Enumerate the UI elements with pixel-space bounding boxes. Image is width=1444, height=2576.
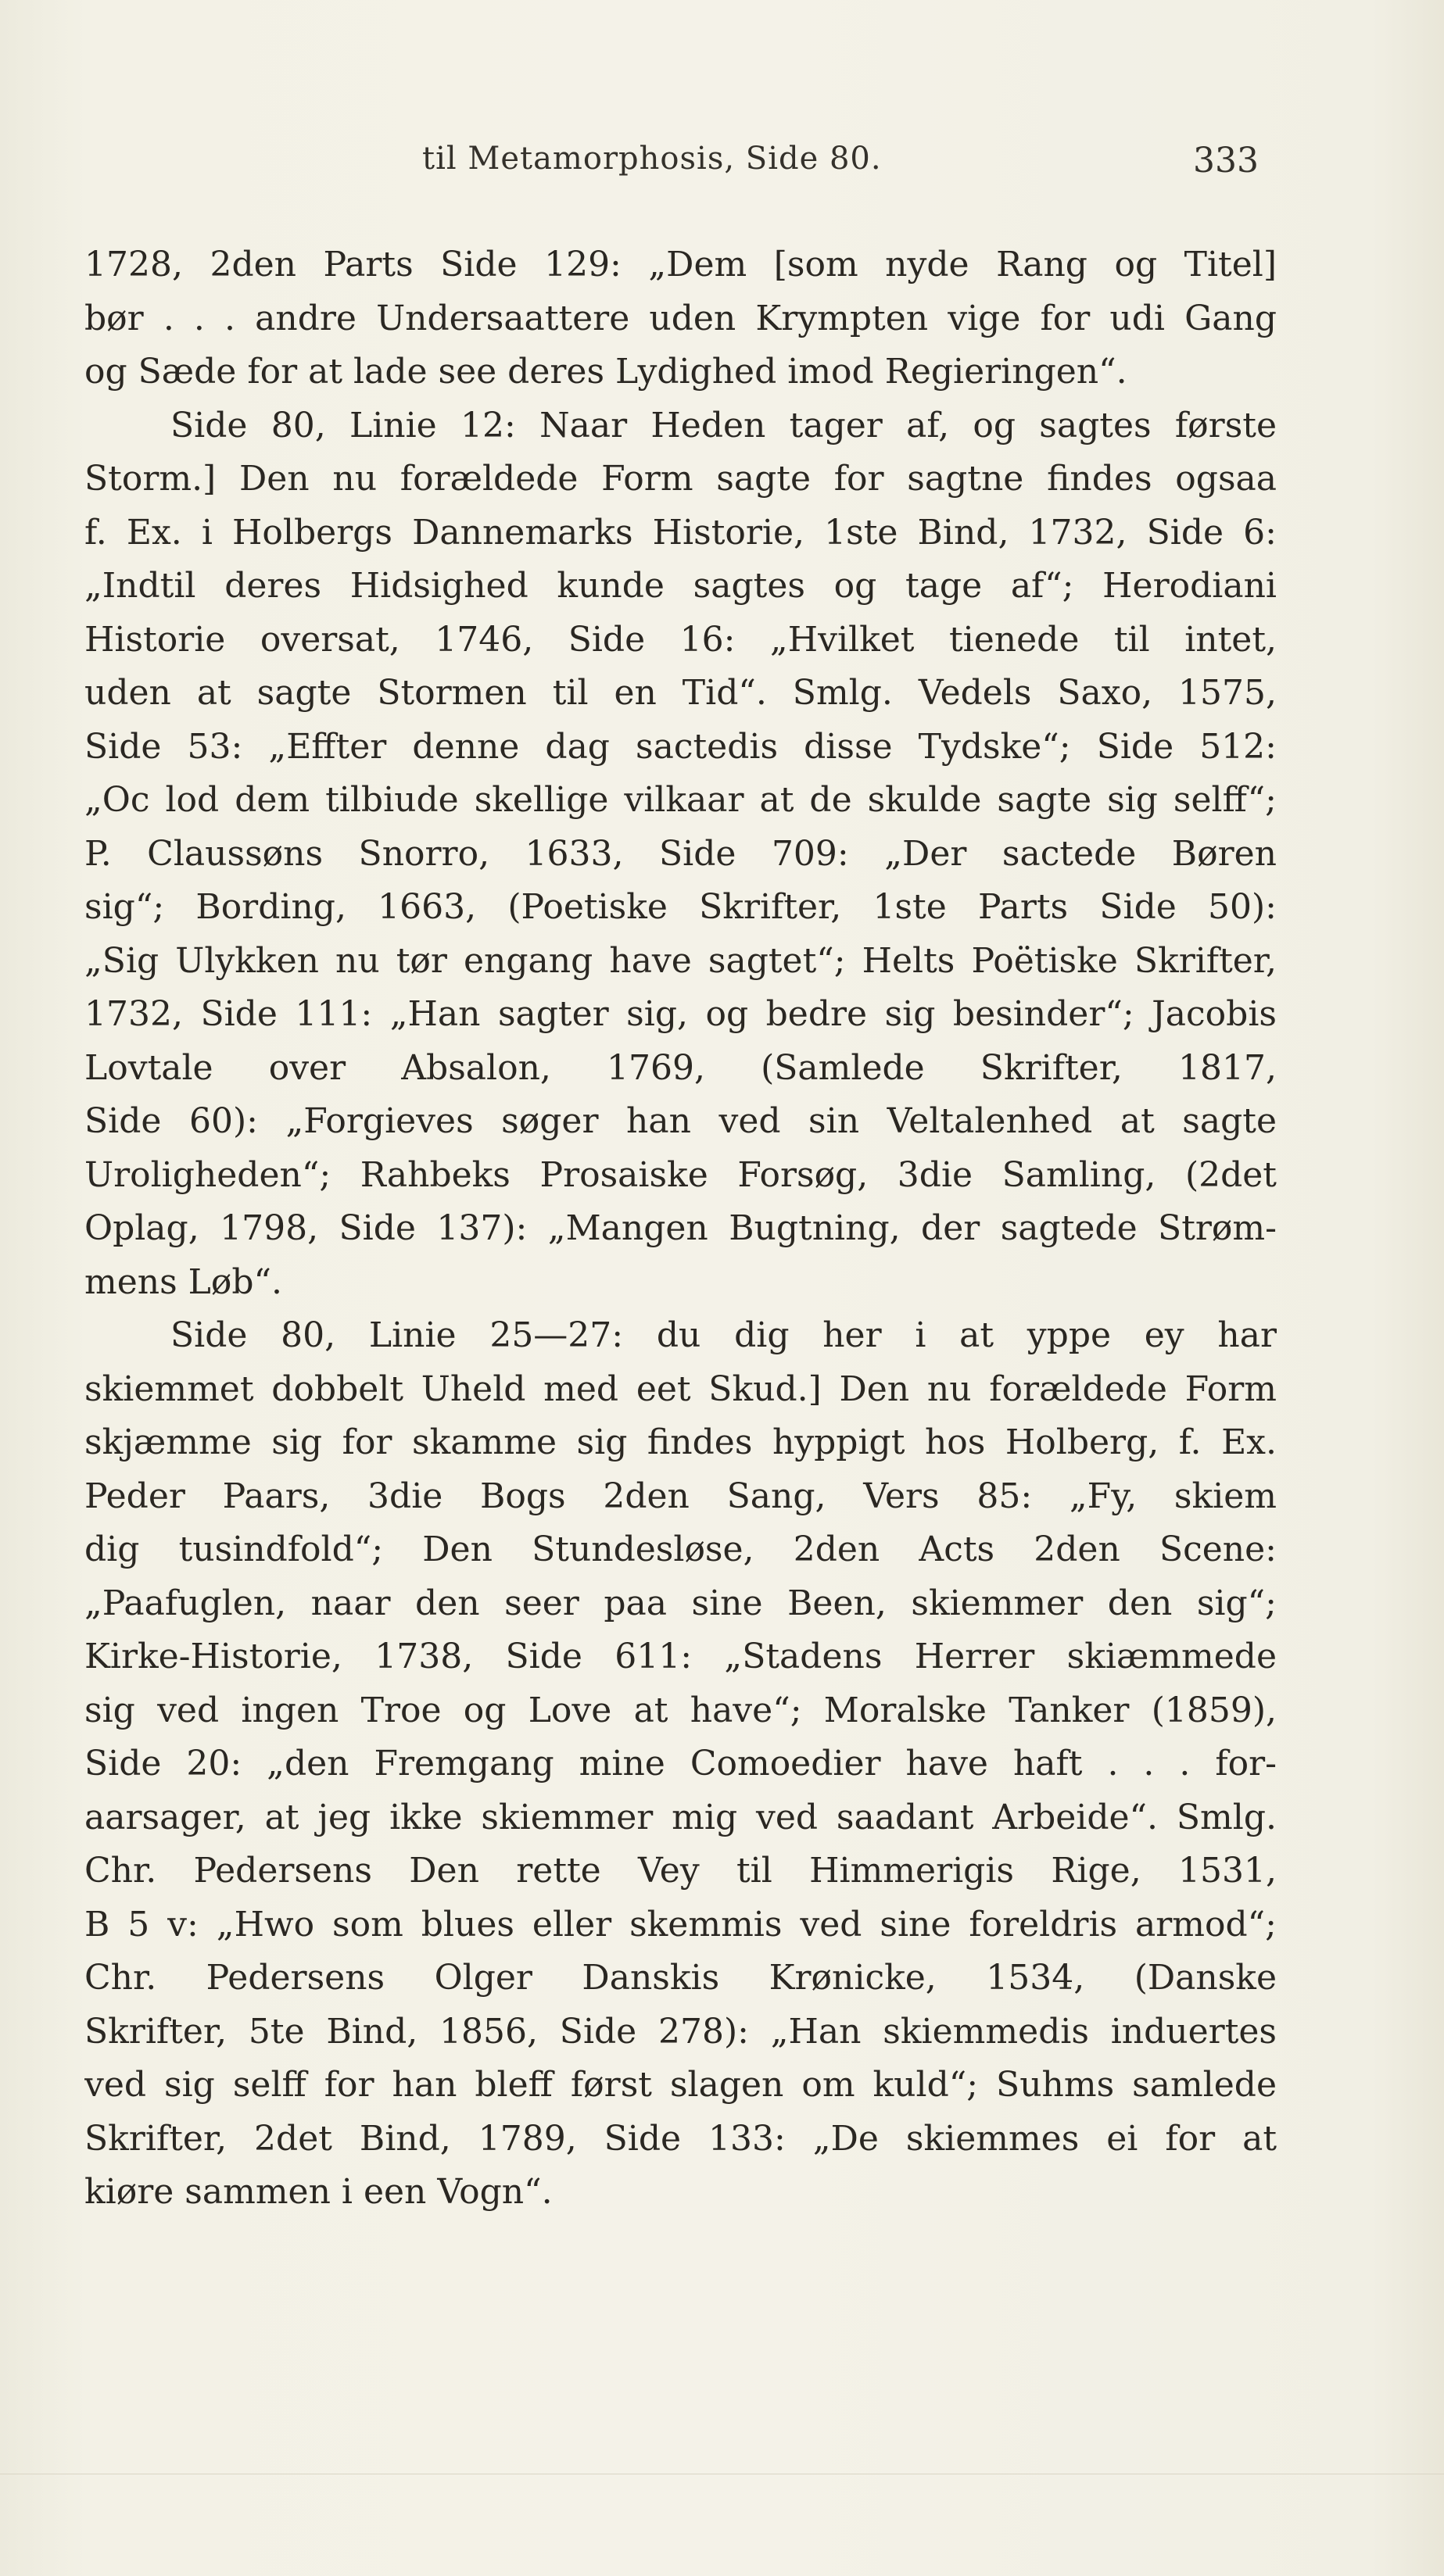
body-text — [84, 238, 1277, 2220]
text-line: Side 53: „Effter denne dag sactedis disse Tydske“; Side 512: — [84, 726, 1277, 767]
text-line: Oplag, 1798, Side 137): „Mangen Bugtning, der sagtede Strøm- — [84, 1208, 1277, 1248]
text-line: dig tusindfold“; Den Stundesløse, 2den Acts 2den Scene: — [84, 1530, 1277, 1569]
text-line: skiemmet dobbelt Uheld med eet Skud.] Den nu forældede Form — [84, 1368, 1277, 1409]
text-line: sig“; Bording, 1663, (Poetiske Skrifter, 1ste Parts Side 50): — [84, 887, 1277, 927]
text-line: Skrifter, 2det Bind, 1789, Side 133: „De skiemmes ei for at — [84, 2118, 1277, 2159]
text-line: Chr. Pedersens Olger Danskis Krønicke, 1534, (Danske — [84, 1958, 1277, 1998]
text-line: P. Claussøns Snorro, 1633, Side 709: „Der sactede Børen — [84, 833, 1277, 874]
text-line: 1728, 2den Parts Side 129: „Dem [som nyde Rang og Titel] — [84, 245, 1277, 284]
text-line: sig ved ingen Troe og Love at have“; Moralske Tanker (1859), — [84, 1690, 1277, 1730]
text-line: 1732, Side 111: „Han sagter sig, og bedre sig besinder“; Jacobis — [84, 994, 1277, 1034]
text-line: bør . . . andre Undersaattere uden Krympten vige for udi Gang — [84, 298, 1277, 338]
text-line: f. Ex. i Holbergs Dannemarks Historie, 1ste Bind, 1732, Side 6: — [84, 512, 1277, 553]
running-title: til Metamorphosis, Side 80. — [422, 141, 882, 177]
text-line: Side 80, Linie 25—27: du dig her i at yppe ey har — [170, 1315, 1277, 1355]
page-header — [0, 141, 1444, 188]
text-line: ved sig selff for han bleff først slagen om kuld“; Suhms samlede — [84, 2065, 1277, 2105]
text-line: Side 80, Linie 12: Naar Heden tager af, og sagtes første — [170, 405, 1277, 445]
text-line: aarsager, at jeg ikke skiemmer mig ved saadant Arbeide“. Smlg. — [84, 1797, 1277, 1837]
text-line: Skrifter, 5te Bind, 1856, Side 278): „Han skiemmedis induertes — [84, 2011, 1277, 2052]
text-line: „Sig Ulykken nu tør engang have sagtet“; Helts Poëtiske Skrifter, — [84, 940, 1277, 981]
text-line: Uroligheden“; Rahbeks Prosaiske Forsøg, 3die Samling, (2det — [84, 1154, 1277, 1195]
page-number: 333 — [1193, 141, 1259, 181]
text-line: og Sæde for at lade see deres Lydighed imod Regieringen“. — [84, 352, 1127, 392]
text-line: Peder Paars, 3die Bogs 2den Sang, Vers 85: „Fy, skiem — [84, 1476, 1277, 1516]
text-line: Historie oversat, 1746, Side 16: „Hvilket tienede til intet, — [84, 619, 1277, 660]
text-line: „Paafuglen, naar den seer paa sine Been, skiemmer den sig“; — [84, 1583, 1277, 1623]
text-line: Storm.] Den nu forældede Form sagte for sagtne findes ogsaa — [84, 459, 1277, 499]
text-line: Side 60): „Forgieves søger han ved sin Veltalenhed at sagte — [84, 1101, 1277, 1141]
text-line: mens Løb“. — [84, 1261, 283, 1302]
text-line: „Indtil deres Hidsighed kunde sagtes og tage af“; Herodiani — [84, 566, 1277, 606]
text-line: kiøre sammen i een Vogn“. — [84, 2172, 553, 2212]
text-line: uden at sagte Stormen til en Tid“. Smlg. Vedels Saxo, 1575, — [84, 673, 1277, 713]
text-line: Side 20: „den Fremgang mine Comoedier have haft . . . for- — [84, 1744, 1277, 1784]
text-line: Lovtale over Absalon, 1769, (Samlede Skrifter, 1817, — [84, 1047, 1277, 1088]
text-line: Kirke-Historie, 1738, Side 611: „Stadens Herrer skiæmmede — [84, 1637, 1277, 1676]
text-line: B 5 v: „Hwo som blues eller skemmis ved sine foreldris armod“; — [84, 1904, 1277, 1945]
text-line: skjæmme sig for skamme sig findes hyppigt hos Holberg, f. Ex. — [84, 1422, 1277, 1462]
text-line: Chr. Pedersens Den rette Vey til Himmerigis Rige, 1531, — [84, 1851, 1277, 1891]
text-line: „Oc lod dem tilbiude skellige vilkaar at de skulde sagte sig selff“; — [84, 780, 1277, 820]
